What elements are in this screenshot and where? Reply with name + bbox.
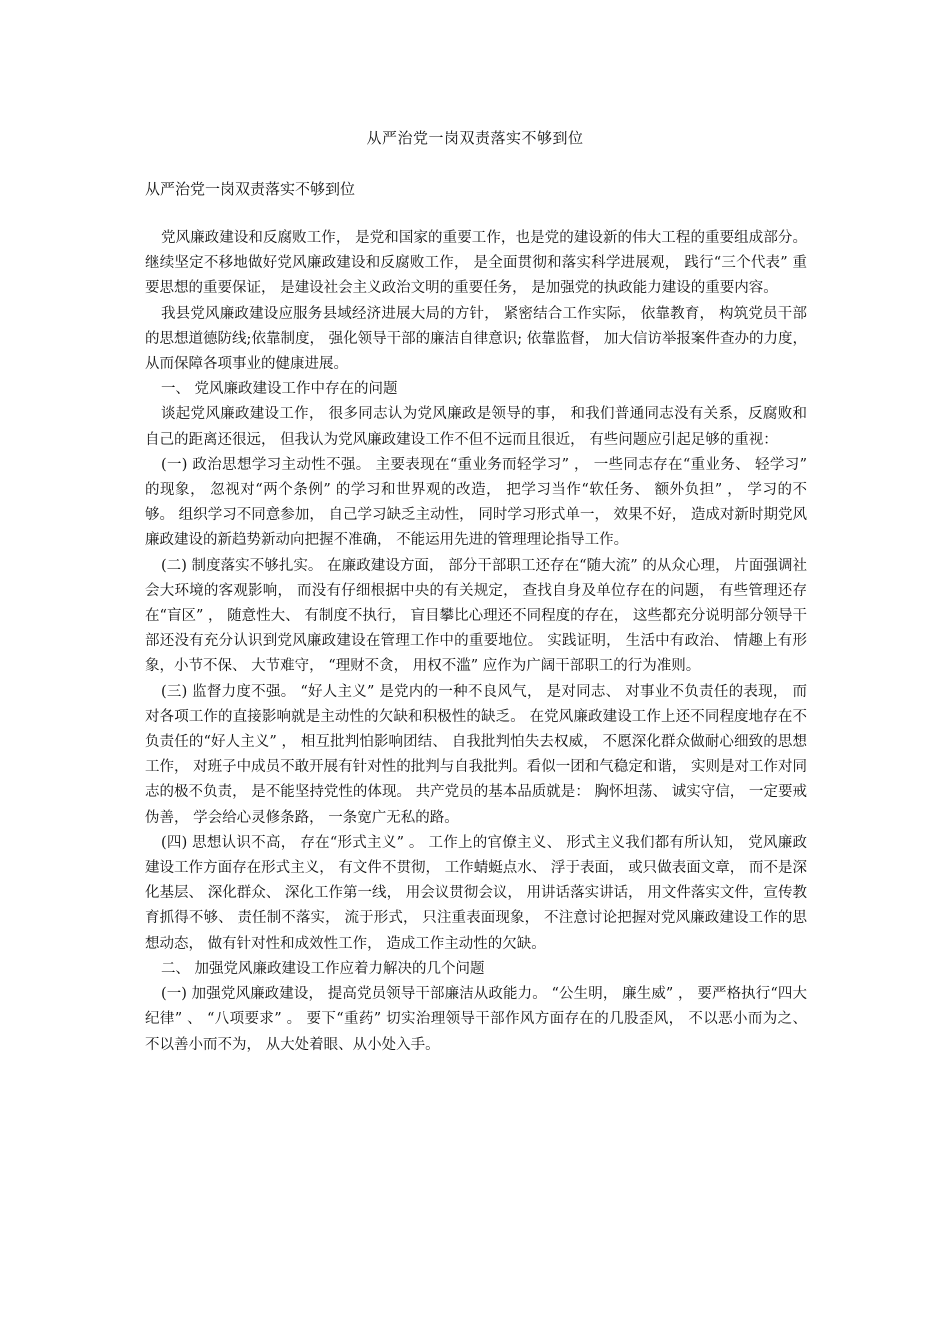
paragraph: (一) 加强党风廉政建设， 提高党员领导干部廉洁从政能力。 “公生明， 廉生威” ， 要严格执行“四大纪律” 、 “八项要求” 。 要下“重药” 切实治理领导干部作风方面存在的几股歪风， 不以恶小而为之、 不以善小而不为， 从大处着眼、从小处入手。 [145, 986, 807, 1053]
section-heading: 二、 加强党风廉政建设工作应着力解决的几个问题 [160, 960, 485, 977]
paragraph: 谈起党风廉政建设工作， 很多同志认为党风廉政是领导的事， 和我们普通同志没有关系，反腐败和自己的距离还很远， 但我认为党风廉政建设工作不但不远而且很近， 有些问题应引起足够的重视： [145, 406, 807, 448]
document-subtitle: 从严治党一岗双责落实不够到位 [145, 180, 356, 198]
section-heading: 一、 党风廉政建设工作中存在的问题 [160, 381, 398, 398]
paragraph: (四) 思想认识不高， 存在“形式主义” 。 工作上的官僚主义、 形式主义我们都有所认知， 党风廉政建设工作方面存在形式主义， 有文件不贯彻， 工作蜻蜓点水、 浮于表面， 或只做表面文章， 而不是深化基层、 深化群众、 深化工作第一线， 用会议贯彻会议， 用讲话落实讲话， 用文件落实文件，宣传教育抓得不够、 责任制不落实， 流于形式， 只注重表面现象， 不注意讨论把握对党风廉政建设工作的思想动态， 做有针对性和成效性工作， 造成工作主动性的欠缺。 [145, 834, 807, 952]
document-title: 从严治党一岗双责落实不够到位 [366, 129, 584, 147]
paragraph: 党风廉政建设和反腐败工作， 是党和国家的重要工作，也是党的建设新的伟大工程的重要组成部分。 继续坚定不移地做好党风廉政建设和反腐败工作， 是全面贯彻和落实科学进展观， 践行“三个代表” 重要思想的重要保证， 是建设社会主义政治文明的重要任务， 是加强党的执政能力建设的重要内容。 [145, 230, 807, 297]
paragraph: 我县党风廉政建设应服务县域经济进展大局的方针， 紧密结合工作实际， 依靠教育， 构筑党员干部的思想道德防线;依靠制度， 强化领导干部的廉洁自律意识; 依靠监督， 加大信访举报案件查办的力度， 从而保障各项事业的健康进展。 [145, 305, 807, 373]
paragraph: (一) 政治思想学习主动性不强。 主要表现在“重业务而轻学习” ， 一些同志存在“重业务、 轻学习” 的现象， 忽视对“两个条例” 的学习和世界观的改造， 把学习当作“软任务、 额外负担” ， 学习的不够。 组织学习不同意参加， 自己学习缺乏主动性， 同时学习形式单一， 效果不好， 造成对新时期党风廉政建设的新趋势新动向把握不准确， 不能运用先进的管理理论指导工作。 [145, 456, 807, 549]
document-body [145, 226, 807, 1058]
paragraph: (二) 制度落实不够扎实。 在廉政建设方面， 部分干部职工还存在“随大流” 的从众心理， 片面强调社会大环境的客观影响， 而没有仔细根据中央的有关规定， 查找自身及单位存在的问题， 有些管理还存在“盲区” ， 随意性大、 有制度不执行， 盲目攀比心理还不同程度的存在， 这些都充分说明部分领导干部还没有充分认识到党风廉政建设在管理工作中的重要地位。 实践证明， 生活中有政治、 情趣上有形象，小节不保、 大节难守， “理财不贪， 用权不滥” 应作为广阔干部职工的行为准则。 [145, 557, 807, 675]
paragraph: (三) 监督力度不强。 “好人主义” 是党内的一种不良风气， 是对同志、 对事业不负责任的表现， 而对各项工作的直接影响就是主动性的欠缺和积极性的缺乏。 在党风廉政建设工作上还不同程度地存在不负责任的“好人主义” ， 相互批判怕影响团结、 自我批判怕失去权威， 不愿深化群众做耐心细致的思想工作， 对班子中成员不敢开展有针对性的批判与自我批判。看似一团和气稳定和谐， 实则是对工作对同志的极不负责， 是不能坚持党性的体现。 共产党员的基本品质就是： 胸怀坦荡、 诚实守信， 一定要戒伪善， 学会给心灵修条路， 一条宽广无私的路。 [145, 683, 807, 826]
